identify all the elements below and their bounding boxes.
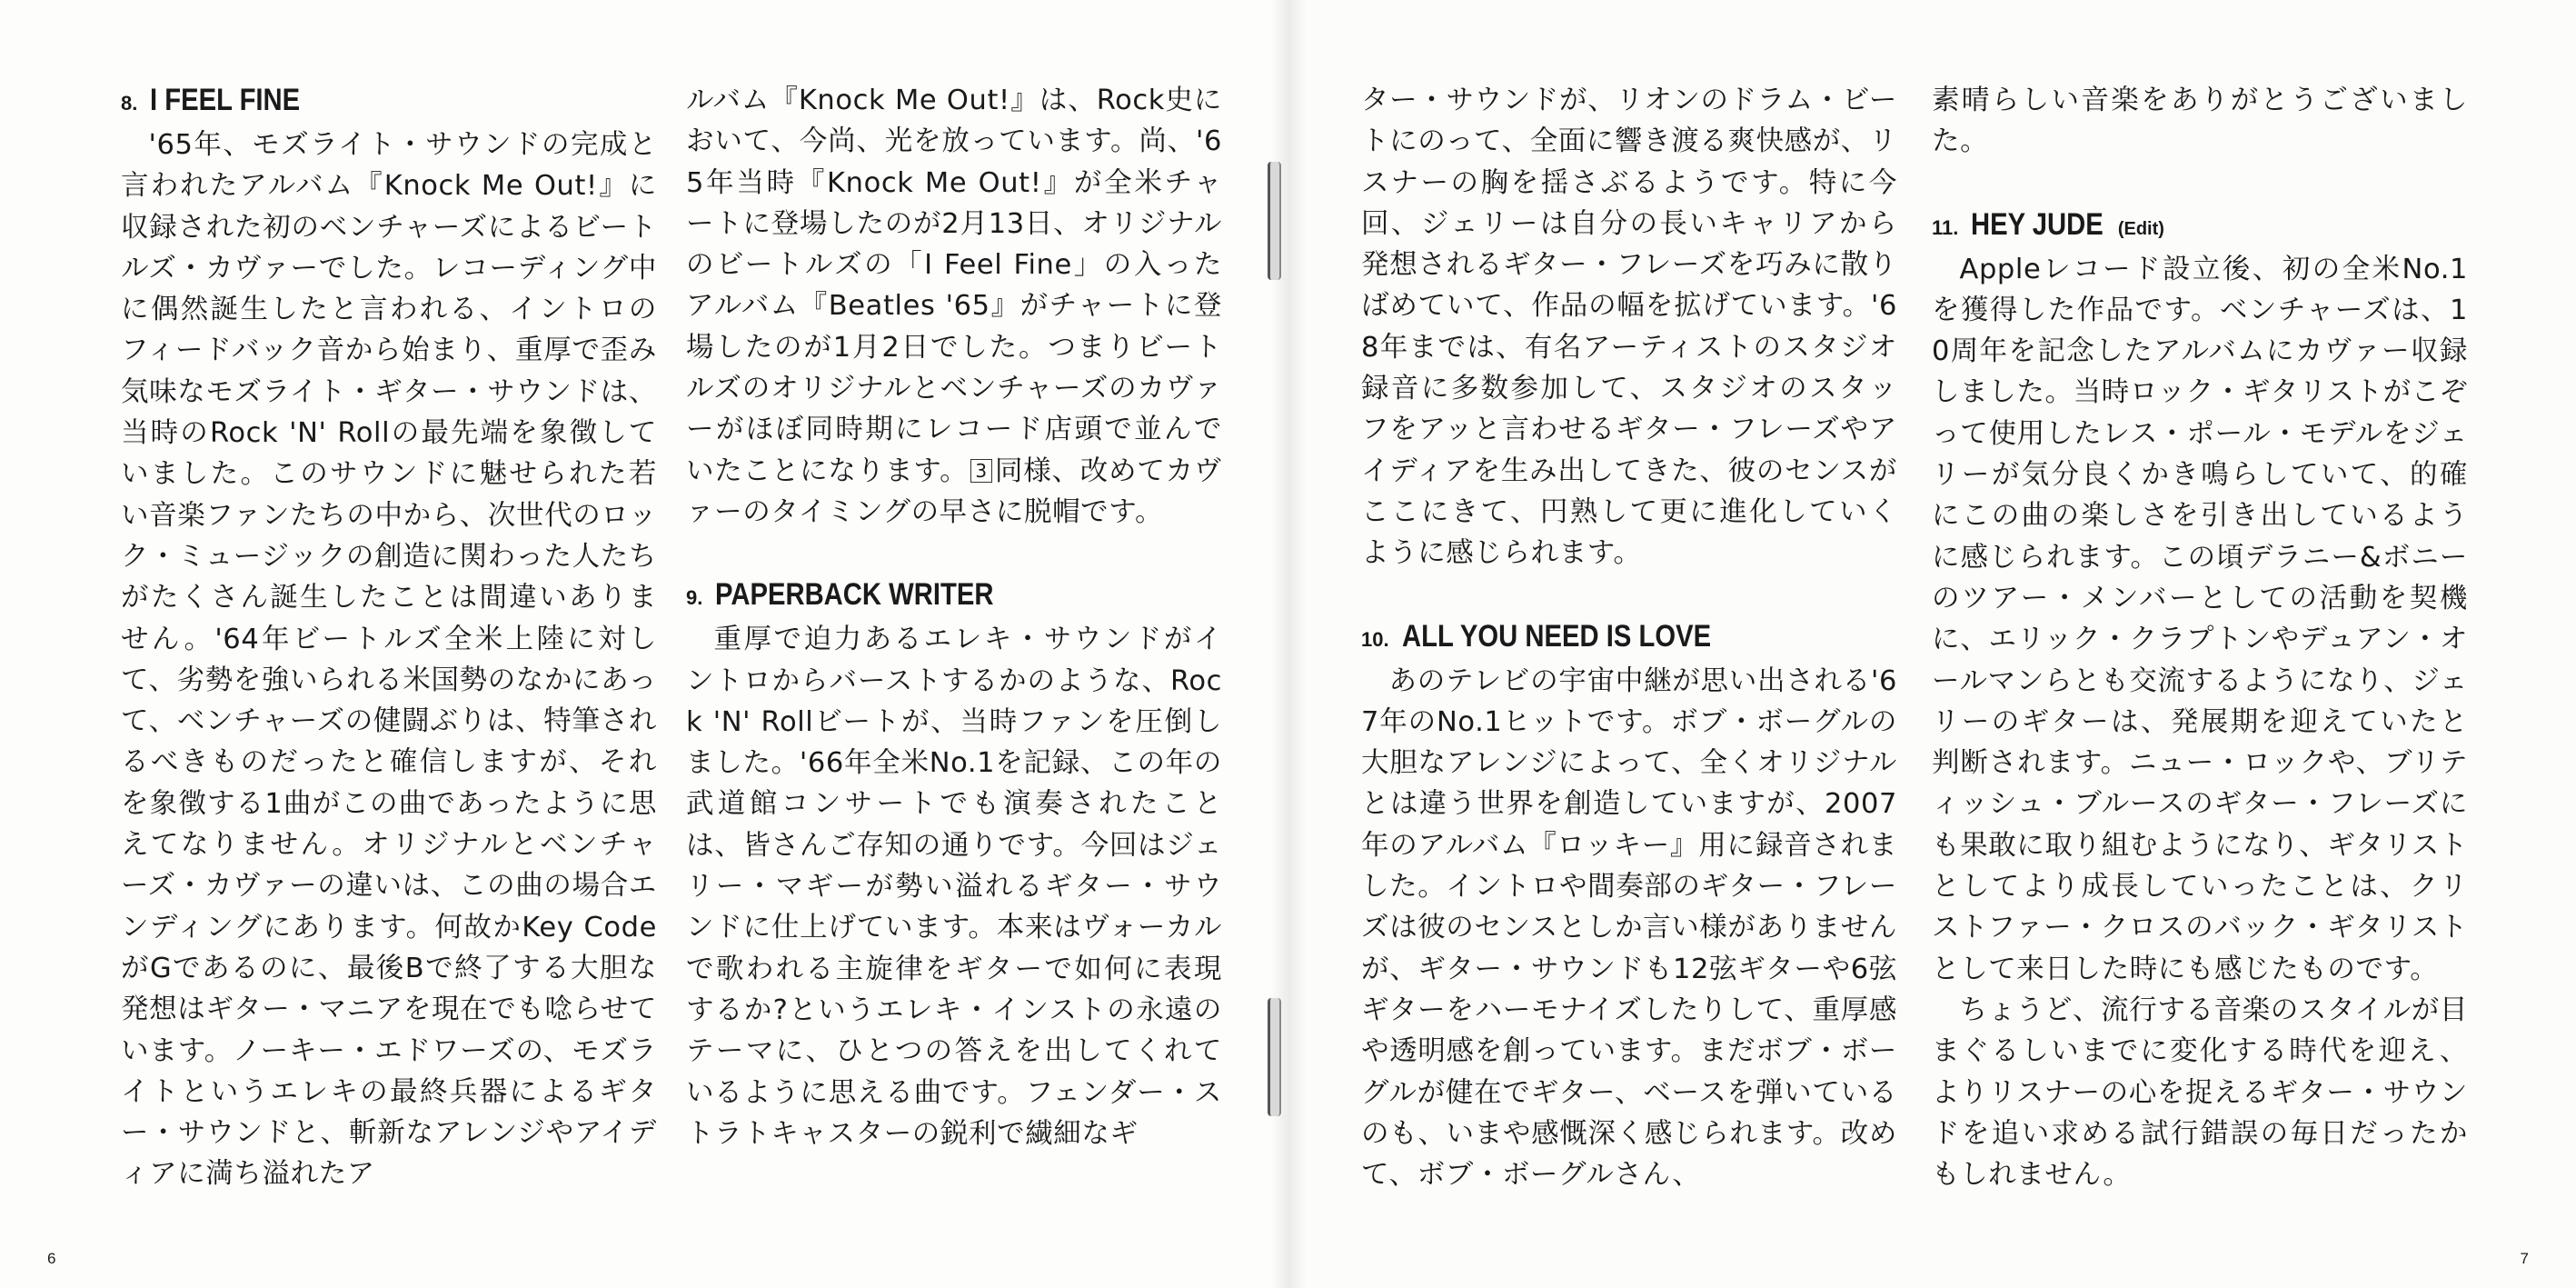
section-9-heading [686, 574, 1222, 617]
section-8-heading [121, 80, 657, 123]
section-11-paragraph-1: Appleレコード設立後、初の全米No.1を獲得した作品です。ベンチャーズは、10周年を記念したアルバムにカヴァー収録しました。当時ロック・ギタリストがこぞって使用したレス・ポール・モデルをジェリーが気分良くかき鳴らしていて、的確にこの曲の楽しさを引き出しているように感じられます。この頃デラニー&ボニーのツアー・メンバーとしての活動を契機に、エリック・クラプトンやデュアン・オールマンらとも交流するようになり、ジェリーのギターは、発展期を迎えていたと判断されます。ニュー・ロックや、ブリティッシュ・ブルースのギター・フレーズにも果敢に取り組むようになり、ギタリストとしてより成長していったことは、クリストファー・クロスのバック・ギタリストとして来日した時にも感じたものです。 [1932, 253, 2468, 985]
page-number-right: 7 [2520, 1250, 2529, 1267]
section-10-heading [1361, 616, 1897, 659]
column-3 [1361, 80, 1897, 1195]
section-title: PAPERBACK WRITER [715, 577, 994, 613]
section-number: 8. [121, 92, 138, 115]
section-title-suffix: (Edit) [2117, 218, 2164, 239]
section-10-paragraph-1: あのテレビの宇宙中継が思い出される'67年のNo.1ヒットです。ボブ・ボーグルの大胆なアレンジによって、全くオリジナルとは違う世界を創造していますが、2007年のアルバム『ロッキー』用に録音されました。イントロや間奏部のギター・フレーズは彼のセンスとしか言い様がありませんが、ギター・サウンドも12弦ギターや6弦ギターをハーモナイズしたりして、重厚感や透明感を創っています。まだボブ・ボーグルが健在でギター、ベースを弾いているのも、いまや感慨深く感じられます。改めて、ボブ・ボーグルさん、 [1361, 664, 1897, 1192]
reference-box: 3 [970, 459, 991, 483]
section-8-text-end: 同様、改めてカヴァーのタイミングの早さに脱帽です。 [686, 454, 1222, 528]
staple-bottom [1268, 998, 1281, 1116]
section-number: 10. [1361, 627, 1389, 651]
column-2 [686, 80, 1222, 1154]
section-number: 9. [686, 586, 703, 610]
page-number-left: 6 [47, 1250, 56, 1267]
staple-top [1268, 162, 1281, 280]
section-title: I FEEL FINE [150, 83, 301, 117]
section-title: HEY JUDE [1971, 206, 2104, 242]
right-page [1288, 0, 2576, 1288]
column-4 [1932, 80, 2468, 1195]
section-9-paragraph-2: ター・サウンドが、リオンのドラム・ビートにのって、全面に響き渡る爽快感が、リスナーの胸を揺さぶるようです。特に今回、ジェリーは自分の長いキャリアから発想されるギター・フレーズを巧みに散りばめていて、作品の幅を拡げています。'68年までは、有名アーティストのスタジオ録音に多数参加して、スタジオのスタッフをアッと言わせるギター・フレーズやアイディアを生み出してきた、彼のセンスがここにきて、円熟して更に進化していくように感じられます。 [1361, 85, 1897, 570]
section-10-paragraph-2: 素晴らしい音楽をありがとうございました。 [1932, 85, 2468, 158]
section-8-paragraph-2 [686, 80, 1222, 533]
column-1 [121, 80, 657, 1195]
section-title: ALL YOU NEED IS LOVE [1401, 618, 1711, 654]
section-8-text: ルバム『Knock Me Out!』は、Rock史において、今尚、光を放っています。尚、'65年当時『Knock Me Out!』が全米チャートに登場したのが2月13日、オリジナルのビートルズの「I Feel Fine」の入ったアルバム『Beatles '65』がチャートに登場したのが1月2日でした。つまりビートルズのオリジナルとベンチャーズのカヴァーがほぼ同時期にレコード店頭で並んでいたことになります。 [686, 85, 1222, 487]
section-9-paragraph-1: 重厚で迫力あるエレキ・サウンドがイントロからバーストするかのような、Rock 'N' Rollビートが、当時ファンを圧倒しました。'66年全米No.1を記録、この年の武道館コンサートでも演奏されたことは、皆さんご存知の通りです。今回はジェリー・マギーが勢い溢れるギター・サウンドに仕上げています。本来はヴォーカルで歌われる主旋律をギターで如何に表現するか?というエレキ・インストの永遠のテーマに、ひとつの答えを出してくれているように思える曲です。フェンダー・ストラトキャスターの鋭利で繊細なギ [686, 624, 1222, 1150]
section-8-paragraph-1: '65年、モズライト・サウンドの完成と言われたアルバム『Knock Me Out!』に収録された初のベンチャーズによるビートルズ・カヴァーでした。レコーディング中に偶然誕生したと言われる、イントロのフィードバック音から始まり、重厚で歪み気味なモズライト・ギター・サウンドは、当時のRock 'N' Rollの最先端を象徴していました。このサウンドに魅せられた若い音楽ファンたちの中から、次世代のロック・ミュージックの創造に関わった人たちがたくさん誕生したことは間違いありません。'64年ビートルズ全米上陸に対して、劣勢を強いられる米国勢のなかにあって、ベンチャーズの健闘ぶりは、特筆されるべきものだったと確信しますが、それを象徴する1曲がこの曲であったように思えてなりません。オリジナルとベンチャーズ・カヴァーの違いは、この曲の場合エンディングにあります。何故かKey CodeがGであるのに、最後Bで終了する大胆な発想はギター・マニアを現在でも唸らせています。ノーキー・エドワーズの、モズライトというエレキの最終兵器によるギター・サウンドと、斬新なアレンジやアイディアに満ち溢れたア [121, 129, 657, 1191]
section-11-paragraph-2: ちょうど、流行する音楽のスタイルが目まぐるしいまでに変化する時代を迎え、よりリスナーの心を捉えるギター・サウンドを追い求める試行錯誤の毎日だったかもしれません。 [1932, 993, 2468, 1192]
section-11-heading [1932, 205, 2468, 247]
section-number: 11. [1932, 215, 1959, 239]
